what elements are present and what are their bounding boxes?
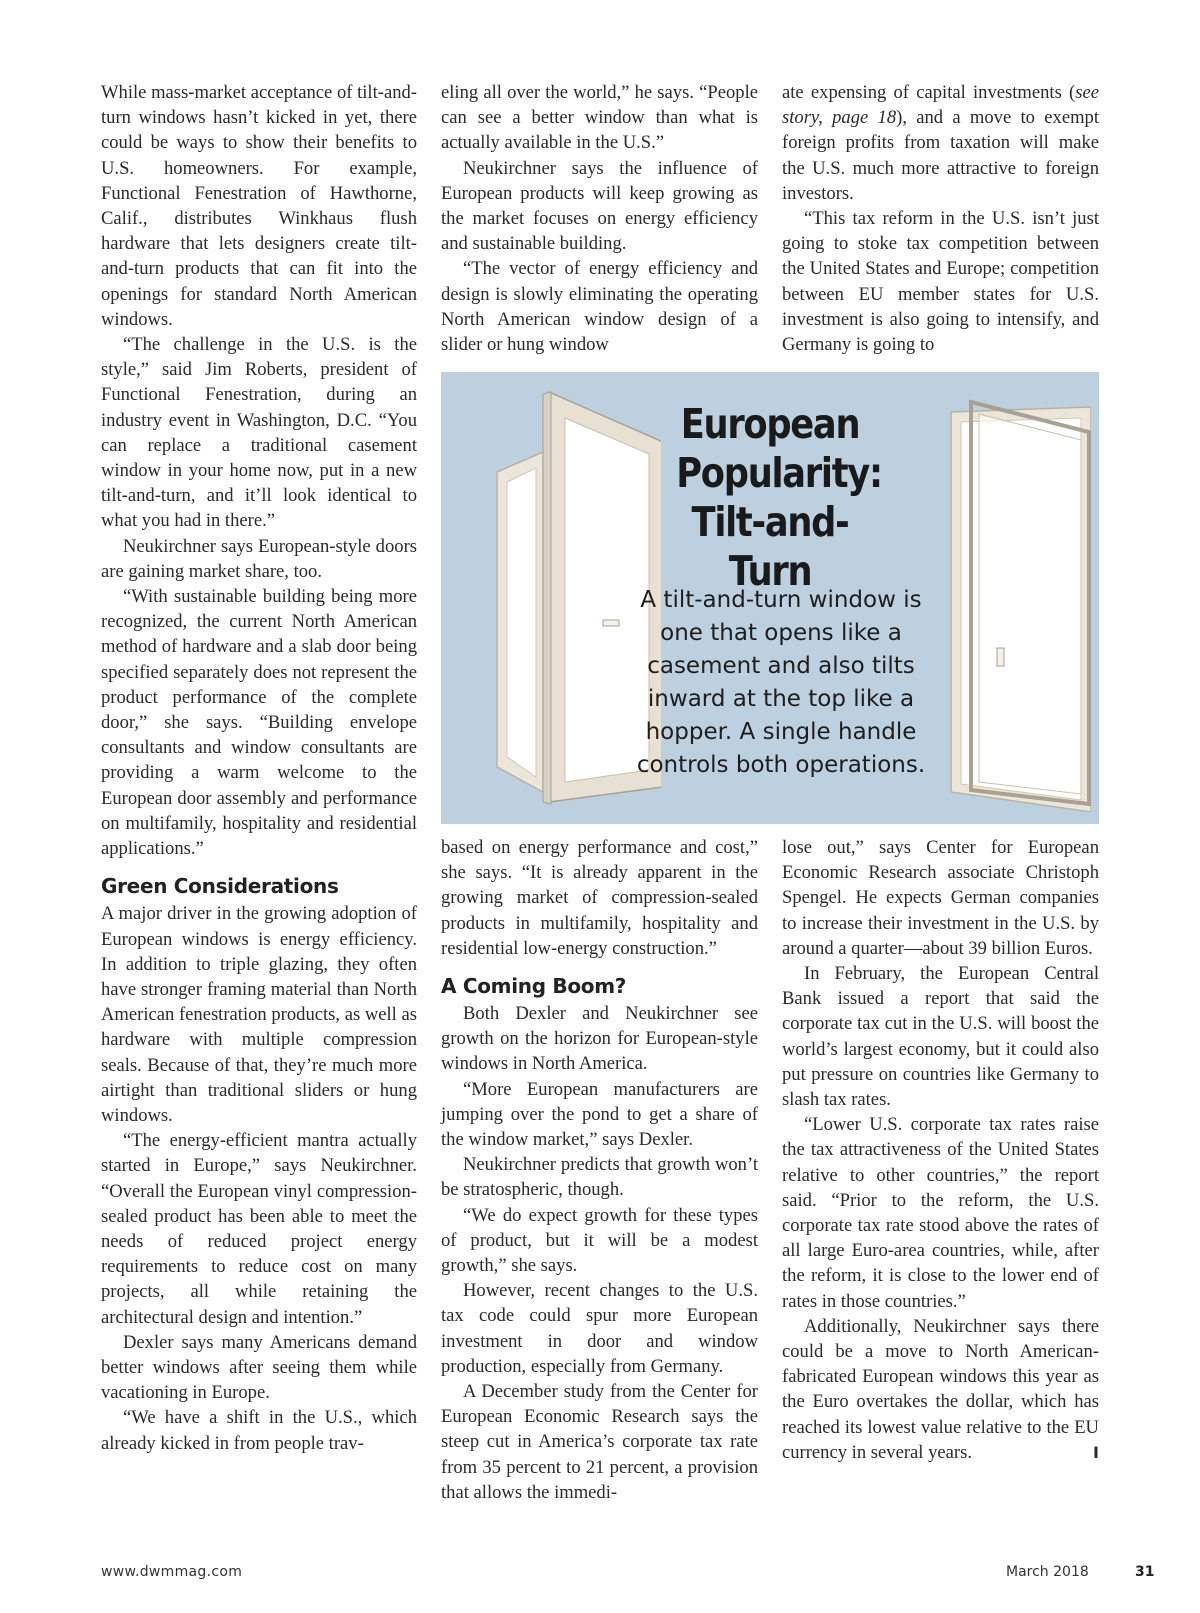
footer-issue-date: March 2018 xyxy=(1006,1564,1089,1580)
sidebar-title-line: European xyxy=(680,400,860,448)
paragraph: Dexler says many Americans demand better windows after seeing them while vacationing in Europe. xyxy=(101,1331,417,1404)
paragraph: In February, the European Central Bank issued a report that said the corporate tax cut in the U.S. will boost the world’s largest economy, but it could also put pressure on countries like Germany to slash tax rates. xyxy=(782,963,1099,1111)
page-reference: see story, page 18 xyxy=(782,82,1099,129)
section-heading-green-considerations: Green Considerations xyxy=(101,874,339,899)
paragraph: “The energy-efficient mantra actually started in Europe,” says Neukirchner. “Overall the European vinyl compression-sealed product has been able to meet the needs of reduced project energy requirements to reduce cost on many projects, all while retaining the architectural design and intention.” xyxy=(101,1130,417,1328)
article-column-3-top xyxy=(782,80,1099,357)
paragraph: A major driver in the growing adoption of European windows is energy efficiency. In addition to triple glazing, they often have stronger framing material than North American fenestration products, as well as hardware with multiple compression seals. Because of that, they’re much more airtight than traditional sliders or hung windows. xyxy=(101,903,417,1126)
paragraph: “We do expect growth for these types of product, but it will be a modest growth,” she says. xyxy=(441,1204,758,1277)
paragraph: “With sustainable building being more recognized, the current North American method of hardware and a slab door being specified separately does not represent the product performance of the complete door,” she says. “Building envelope consultants and window consultants are providing a warm welcome to the European door assembly and performance on multifamily, hospitality and residential applications.” xyxy=(101,586,417,860)
paragraph: “Lower U.S. corporate tax rates raise the tax attractiveness of the United States relative to other countries,” the report said. “Prior to the reform, the U.S. corporate tax rate stood above the rates of all large Euro-area countries, while, after the reform, it is close to the lower end of rates in those countries.” xyxy=(782,1114,1099,1312)
sidebar-title-line: Tilt-and-Turn xyxy=(691,498,849,595)
paragraph: “More European manufacturers are jumping over the pond to get a share of the window market,” says Dexler. xyxy=(441,1078,758,1151)
text-fragment: ate expensing of capital investments ( xyxy=(782,82,1076,103)
paragraph: lose out,” says Center for European Economic Research associate Christoph Spengel. He expects German companies to increase their investment in the U.S. by around a quarter—about 39 billion Euros. xyxy=(782,837,1099,959)
article-column-2-top xyxy=(441,80,758,357)
footer-website-url: www.dwmmag.com xyxy=(101,1564,243,1580)
paragraph: “The challenge in the U.S. is the style,” said Jim Roberts, president of Functional Fenestration, during an industry event in Washington, D.C. “You can replace a traditional casement window in your home now, put in a new tilt-and-turn, and it’ll look identical to what you had in there.” xyxy=(101,334,417,532)
tilted-window-illustration-right xyxy=(941,392,1091,812)
footer-page-number: 31 xyxy=(1135,1564,1155,1580)
article-column-2-bottom xyxy=(441,835,758,1505)
paragraph: “The vector of energy efficiency and design is slowly eliminating the operating North American window design of a slider or hung window xyxy=(441,258,758,356)
article-column-3-bottom xyxy=(782,835,1099,1465)
sidebar-title-line: Popularity: xyxy=(676,449,882,497)
paragraph: Neukirchner says the influence of European products will keep growing as the market focuses on energy efficiency and sustainable building. xyxy=(441,157,758,255)
paragraph: Both Dexler and Neukirchner see growth on the horizon for European-style windows in North America. xyxy=(441,1003,758,1075)
paragraph: based on energy performance and cost,” she says. “It is already apparent in the growing market of compression-sealed products in multifamily, hospitality and residential low-energy construction.” xyxy=(441,837,758,959)
paragraph: Neukirchner predicts that growth won’t be stratospheric, though. xyxy=(441,1154,758,1201)
section-heading-a-coming-boom: A Coming Boom? xyxy=(441,974,627,999)
end-of-article-mark: I xyxy=(1093,1442,1099,1462)
text-fragment: Additionally, Neukirchner says there could be a move to North American-fabricated European windows this year as the Euro overtakes the dollar, which has reached its lowest value relative to the EU currency in several years. xyxy=(782,1315,1099,1463)
paragraph: However, recent changes to the U.S. tax code could spur more European investment in door and window production, especially from Germany. xyxy=(441,1280,758,1377)
text-fragment: ), and a move to exempt foreign profits from taxation will make the U.S. much more attractive to foreign investors. xyxy=(782,107,1099,204)
paragraph xyxy=(782,1314,1099,1465)
paragraph: “This tax reform in the U.S. isn’t just going to stoke tax competition between the United States and Europe; competition between EU member states for U.S. investment is also going to intensify, and Germany is going to xyxy=(782,208,1099,356)
article-column-1 xyxy=(101,80,417,1456)
paragraph: While mass-market acceptance of tilt-and-turn windows hasn’t kicked in yet, there could be ways to show their benefits to U.S. homeowners. For example, Functional Fenestration of Hawthorne, Calif., distributes Winkhaus flush hardware that lets designers create tilt-and-turn products that can fit into the openings for standard North American windows. xyxy=(101,82,417,330)
paragraph: Neukirchner says European-style doors are gaining market share, too. xyxy=(101,535,417,582)
paragraph: A December study from the Center for European Economic Research says the steep cut in America’s corporate tax rate from 35 percent to 21 percent, a provision that allows the immedi- xyxy=(441,1381,758,1503)
sidebar-box xyxy=(441,372,1099,824)
sidebar-title xyxy=(676,400,882,596)
paragraph xyxy=(782,80,1099,206)
paragraph: “We have a shift in the U.S., which already kicked in from people trav- xyxy=(101,1407,417,1454)
paragraph: eling all over the world,” he says. “People can see a better window than what is actually available in the U.S.” xyxy=(441,82,758,154)
sidebar-description: A tilt-and-turn window is one that opens like a casement and also tilts inward at the top like a hopper. A single handle controls both operations. xyxy=(636,587,926,778)
